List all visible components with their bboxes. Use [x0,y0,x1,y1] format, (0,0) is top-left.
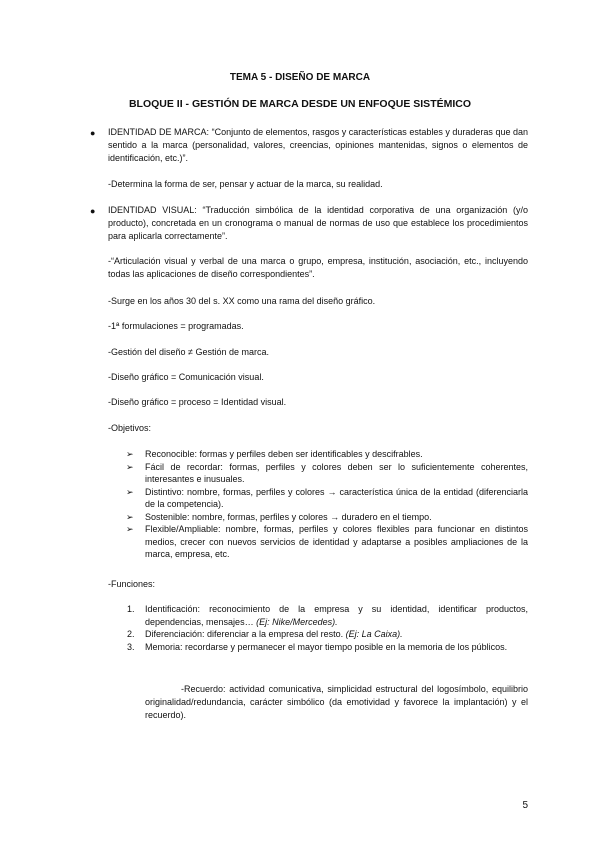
identidad-visual-origen: -Surge en los años 30 del s. XX como una rama del diseño gráfico. [108,296,376,306]
section-title: BLOQUE II - GESTIÓN DE MARCA DESDE UN ENFOQUE SISTÉMICO [128,98,472,110]
page-number: 5 [522,800,528,811]
list-item: ➢ Sostenible: nombre, formas, perfiles y colores → duradero en el tiempo. [126,511,432,522]
list-item: ➢ Flexible/Ampliable: nombre, formas, perfiles y colores flexibles para funcionar en distintos medios, crecer con nuevos servicios de identidad y adaptarse a posibles ampliaciones de la marca, empresa, etc. [126,524,528,559]
arrow-bullet-icon: ➢ [126,511,134,522]
bullet-icon: ● [90,128,96,138]
list-item: 2. Diferenciación: diferenciar a la empresa del resto. (Ej: La Caixa). [127,629,403,639]
identidad-marca-note: -Determina la forma de ser, pensar y actuar de la marca, su realidad. [108,179,383,189]
funciones-heading: -Funciones: [108,579,156,589]
arrow-bullet-icon: ➢ [126,486,134,497]
identidad-visual-definition: IDENTIDAD VISUAL: “Traducción simbólica de la identidad corporativa de una organización (y/o producto), concretada en un cronograma o manual de normas de uso que establece los procedimientos para aplicarla correctamente”. [108,205,528,241]
page-title: TEMA 5 - DISEÑO DE MARCA [229,72,371,83]
arrow-bullet-icon: ➢ [126,449,134,459]
list-item: ➢ Distintivo: nombre, formas, perfiles y colores → característica única de la entidad (diferenciarla de la competencia). [126,486,528,509]
bullet-icon: ● [90,206,96,216]
recuerdo-paragraph: -Recuerdo: actividad comunicativa, simplicidad estructural del logosímbolo, equilibrio originalidad/redundancia, carácter simbólico (da emotividad y favorece la implantación) y el recuerdo). [145,684,528,720]
identidad-visual-diseno-comunicacion: -Diseño gráfico = Comunicación visual. [108,372,264,382]
arrow-bullet-icon: ➢ [126,461,134,472]
identidad-visual-diseno-proceso: -Diseño gráfico = proceso = Identidad visual. [108,397,287,407]
list-item: ➢ Fácil de recordar: formas, perfiles y colores deben ser lo suficientemente coherentes, interesantes e inusuales. [126,461,528,484]
identidad-marca-definition: IDENTIDAD DE MARCA: “Conjunto de elementos, rasgos y características estables y duraderas que dan sentido a la marca (personalidad, valores, creencias, opiniones mantenidas, signos o elementos de identificación, etc.)”. [108,127,528,163]
identidad-visual-formulaciones: -1ª formulaciones = programadas. [108,321,244,331]
objetivos-list [108,448,528,561]
objetivos-heading: -Objetivos: [108,423,152,433]
list-item: 3. Memoria: recordarse y permanecer el mayor tiempo posible en la memoria de los públicos. [127,641,508,652]
list-item: ➢ Reconocible: formas y perfiles deben ser identificables y descifrables. [126,449,423,459]
funciones-list [108,603,528,653]
identidad-visual-articulacion: -“Articulación visual y verbal de una marca o grupo, empresa, institución, asociación, etc., incluyendo todas las aplicaciones de diseño correspondientes”. [108,256,528,279]
list-item: 1. Identificación: reconocimiento de la empresa y su identidad, identificar productos, dependencias, mensajes… (Ej: Nike/Mercedes). [127,604,528,627]
arrow-bullet-icon: ➢ [126,524,134,534]
identidad-visual-gestion: -Gestión del diseño ≠ Gestión de marca. [108,347,270,357]
